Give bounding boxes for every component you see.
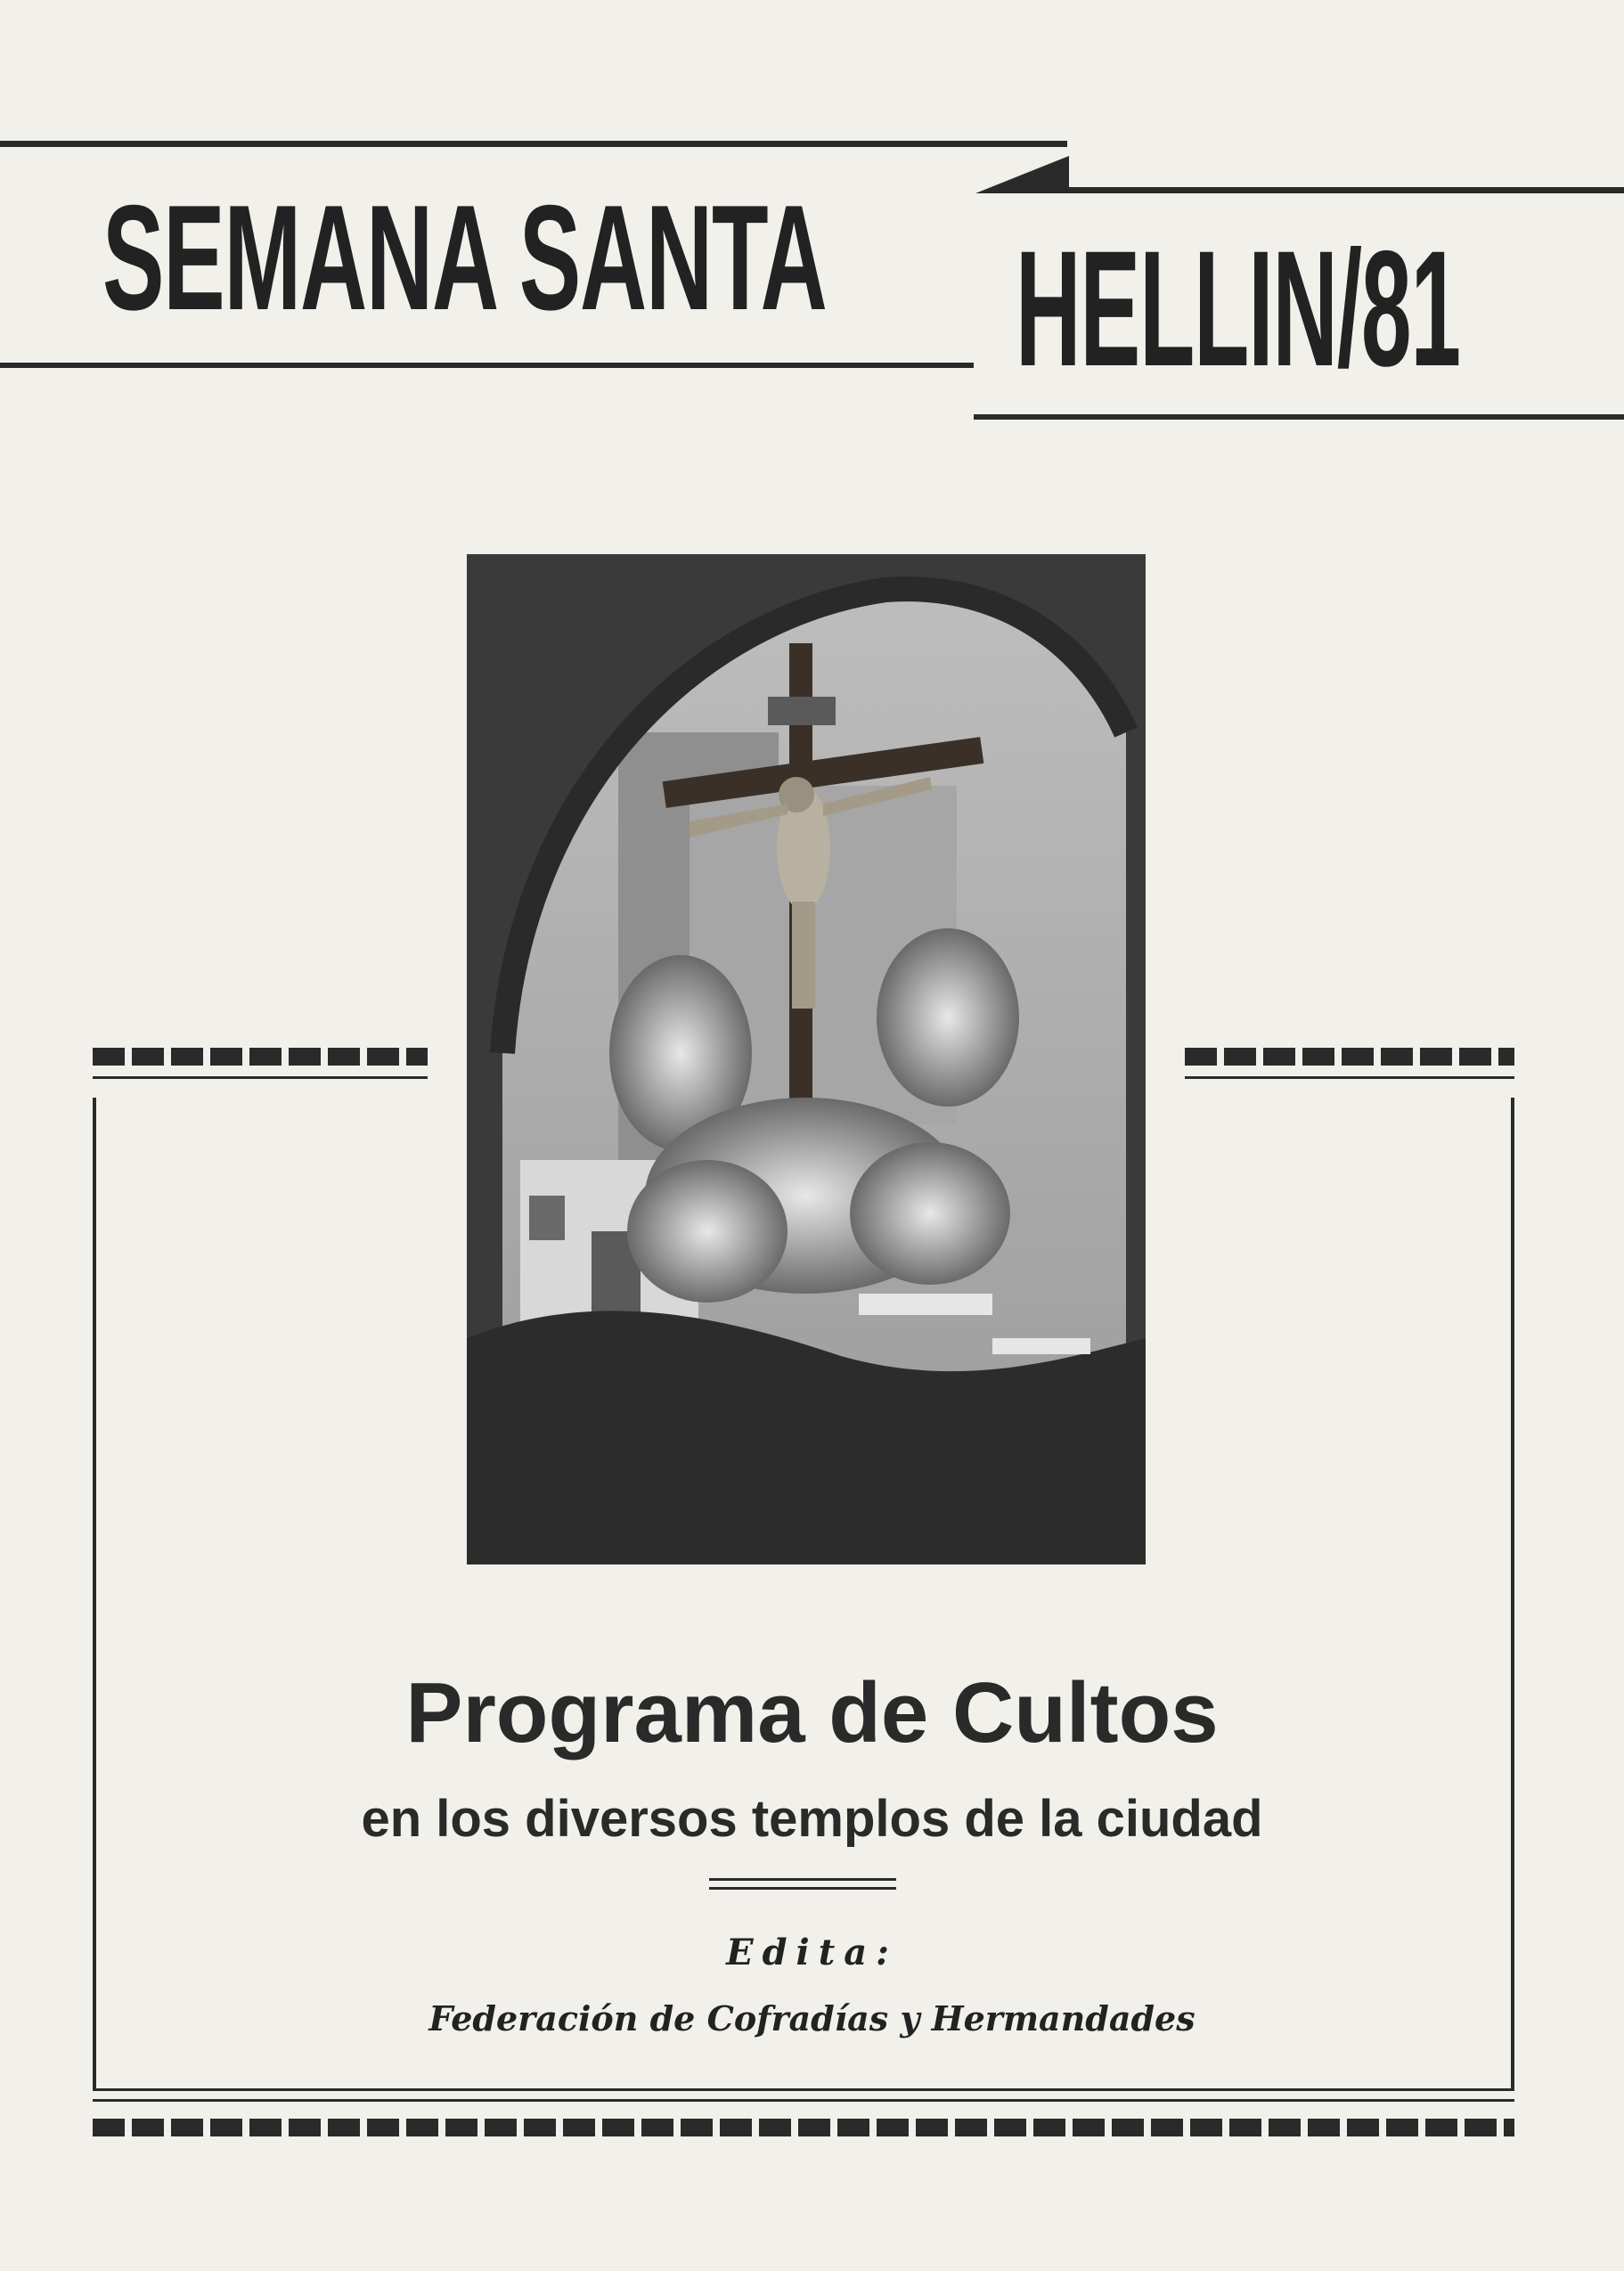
- frame-top-left-dashes: [93, 1048, 428, 1066]
- crucifix-photo-drawing: [467, 554, 1146, 1564]
- program-subtitle: en los diversos templos de la ciudad: [361, 1790, 1263, 1848]
- header-bottom-rule: [0, 363, 974, 368]
- divider-lower: [709, 1887, 896, 1890]
- publisher-name: Federación de Cofradías y Hermandades: [428, 1998, 1196, 2038]
- header-right-upper-rule: [1067, 187, 1624, 193]
- divider-upper: [709, 1878, 896, 1881]
- frame-bottom-line-2: [93, 2099, 1514, 2102]
- header-wedge: [975, 156, 1073, 196]
- frame-top-right-line: [1185, 1076, 1514, 1079]
- program-title: Programa de Cultos: [405, 1665, 1219, 1760]
- crucifix-photograph: [467, 554, 1146, 1564]
- frame-top-right-dashes: [1185, 1048, 1514, 1066]
- header-right-lower-rule: [974, 414, 1624, 420]
- title-semana-santa: SEMANA SANTA: [102, 174, 827, 341]
- frame-bottom-line: [93, 2088, 1514, 2091]
- frame-top-left-line: [93, 1076, 428, 1079]
- frame-bottom-dashes: [93, 2119, 1514, 2136]
- header-top-rule: [0, 141, 1067, 147]
- title-hellin-81: HELLIN/81: [1016, 217, 1460, 401]
- edita-label: Edita:: [726, 1932, 898, 1973]
